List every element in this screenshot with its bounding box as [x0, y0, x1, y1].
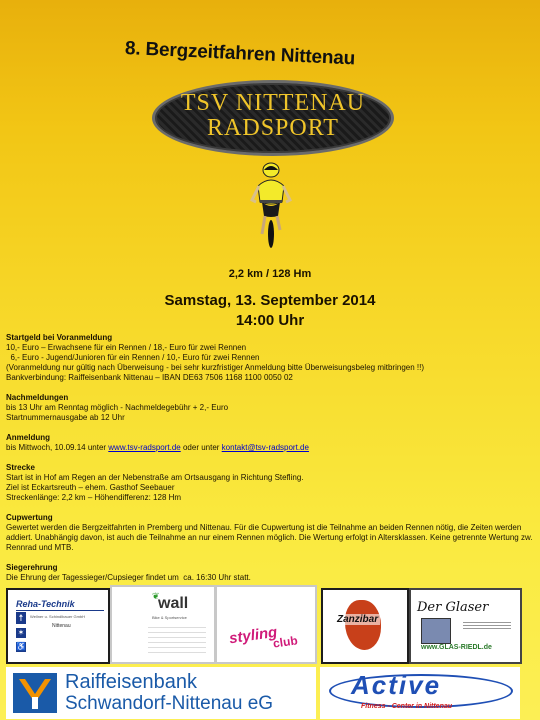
sponsor-styling-club [215, 585, 317, 664]
text-line: Start ist in Hof am Regen an der Nebenstraße am Ortsausgang in Richtung Stefling. [6, 473, 304, 482]
section-anmeldung [6, 433, 536, 453]
text-paragraph: Gewertet werden die Bergzeitfahrten in Premberg und Nittenau. Für die Cupwertung ist die Teilnahme an beiden Rennen nötig, die Zeiten werden addiert. Unabhängig davon, ist auch die Teilnahme an nur einem Rennen möglich. Die Wertung erfolgt in Altersklassen. Keine getrennte Wertung zw. Rennrad und MTB. [6, 523, 533, 552]
sponsor-name: Reha-Technik [16, 599, 75, 609]
sponsor-sub: Bike & Sportservice [152, 615, 187, 620]
email-link[interactable]: kontakt@tsv-radsport.de [221, 443, 309, 452]
sponsor-name: Der Glaser [417, 600, 489, 615]
anmeldung-prefix: bis Mittwoch, 10.09.14 unter [6, 443, 109, 452]
section-cupwertung [6, 513, 536, 553]
distance-info: 2,2 km / 128 Hm [228, 268, 312, 280]
section-heading: Strecke [6, 463, 35, 472]
sponsor-name: Raiffeisenbank [65, 671, 197, 693]
text-line: Bankverbindung: Raiffeisenbank Nittenau – IBAN DE63 7506 1168 1100 0050 02 [6, 373, 293, 382]
section-startgeld [6, 333, 536, 383]
logo-line1: TSV NITTENAU [180, 90, 366, 116]
text-line: Die Ehrung der Tagessieger/Cupsieger findet um ca. 16:30 Uhr statt. [6, 573, 251, 582]
sponsor-der-glaser [409, 588, 522, 664]
page-title: 8. Bergzeitfahren Nittenau [124, 38, 356, 70]
sponsor-active [320, 667, 520, 719]
text-line: 10,- Euro – Erwachsene für ein Rennen / 18,- Euro für zwei Rennen [6, 343, 247, 352]
text-line: Streckenlänge: 2,2 km – Höhendifferenz: 128 Hm [6, 493, 182, 502]
cyclist-illustration [240, 156, 302, 252]
text-line: Startnummernausgabe ab 12 Uhr [6, 413, 125, 422]
section-heading: Cupwertung [6, 513, 53, 522]
section-siegerehrung [6, 563, 536, 583]
reha-figure-icon: ☨ [16, 612, 26, 624]
sponsor-web: www.GLAS-RIEDL.de [421, 644, 492, 651]
person-icon: ✶ [17, 628, 25, 637]
event-time: 14:00 Uhr [235, 312, 305, 329]
sponsor-sub: Schwandorf-Nittenau eG [65, 693, 274, 714]
section-nachmeldungen [6, 393, 536, 423]
sponsor-raiffeisenbank [6, 667, 316, 719]
text-line: 6,- Euro - Jugend/Junioren für ein Rennen / 10,- Euro für zwei Rennen [6, 353, 260, 362]
section-heading: Siegerehrung [6, 563, 58, 572]
sponsor-name: wall [158, 595, 189, 612]
leaf-icon: ❦ [152, 591, 160, 601]
sponsor-reha-technik [6, 588, 110, 664]
section-heading: Startgeld bei Voranmeldung [6, 333, 113, 342]
wheelchair-icon: ♿ [16, 642, 26, 651]
info-content [6, 333, 536, 593]
sponsor-sub: Fitness - Center in Nittenau [361, 703, 453, 710]
sponsor-zanzibar [321, 588, 409, 664]
sponsor-name: Active [351, 670, 442, 700]
website-link[interactable]: www.tsv-radsport.de [108, 443, 181, 452]
event-date: Samstag, 13. September 2014 [164, 292, 376, 309]
text-line: (Voranmeldung nur gültig nach Überweisung - bei sehr kurzfristiger Anmeldung bitte Überweisungsbeleg mitbringen !!) [6, 363, 424, 372]
sponsor-name: Zanzibar [337, 614, 379, 625]
sponsor-sub: Wellner u. Schindlbauer GmbH [30, 614, 86, 619]
sponsor-wall [110, 585, 216, 664]
section-heading: Anmeldung [6, 433, 50, 442]
raiffeisen-logo-icon [13, 673, 57, 713]
logo-line2: RADSPORT [207, 115, 339, 141]
text-line: Ziel ist Eckartsreuth – ehem. Gasthof Seebauer [6, 483, 175, 492]
sponsor-name: styling [228, 623, 279, 648]
anmeldung-middle: oder unter [180, 443, 222, 452]
section-strecke [6, 463, 536, 503]
text-line [6, 443, 536, 453]
club-logo [152, 80, 394, 156]
sponsor-sub: club [272, 633, 299, 651]
text-line: bis 13 Uhr am Renntag möglich - Nachmeldegebühr + 2,- Euro [6, 403, 229, 412]
section-heading: Nachmeldungen [6, 393, 69, 402]
sponsor-city: Nittenau [52, 623, 71, 629]
